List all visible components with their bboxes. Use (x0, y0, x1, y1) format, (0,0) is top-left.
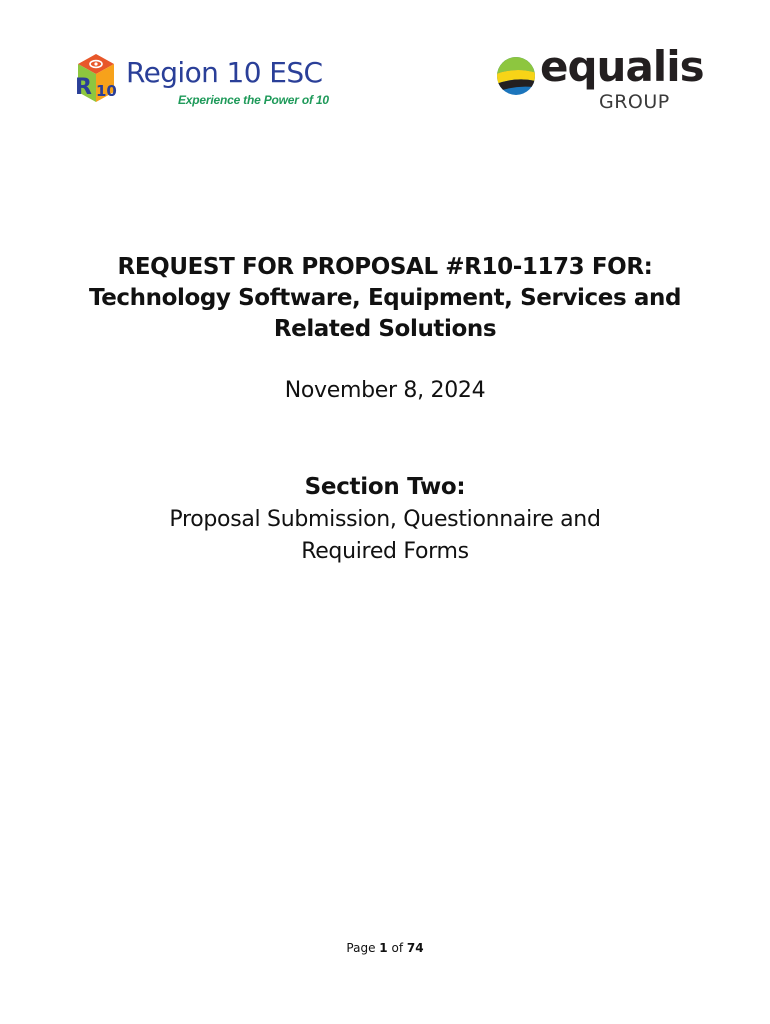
equalis-logo-group: GROUP (599, 91, 670, 113)
page-number-prefix: Page (346, 941, 376, 955)
title-line-3: Related Solutions (273, 316, 497, 342)
page-number (40, 941, 730, 955)
region10-logo-name: Region 10 ESC (126, 56, 323, 89)
title-line-2: Technology Software, Equipment, Services and (88, 285, 682, 311)
page-number-current: 1 (379, 941, 388, 955)
document-date: November 8, 2024 (284, 378, 486, 403)
region10-logo-mark-icon (72, 50, 120, 106)
section-heading: Section Two: (304, 474, 466, 500)
region10-logo (72, 50, 332, 112)
page-number-of: of (391, 941, 404, 955)
document-title (40, 252, 730, 345)
equalis-logo-name: equalis (540, 42, 704, 91)
svg-text:R: R (75, 75, 92, 100)
equalis-logo (496, 42, 706, 114)
title-line-1: REQUEST FOR PROPOSAL #R10-1173 FOR: (117, 254, 653, 280)
page-number-total: 74 (406, 941, 424, 955)
section-subtitle-line-1: Proposal Submission, Questionnaire and (169, 507, 601, 532)
svg-text:10: 10 (96, 82, 117, 100)
section-subtitle (40, 504, 730, 568)
section-subtitle-line-2: Required Forms (301, 539, 469, 564)
region10-logo-tagline: Experience the Power of 10 (178, 93, 329, 107)
equalis-logo-mark-icon (496, 54, 540, 98)
